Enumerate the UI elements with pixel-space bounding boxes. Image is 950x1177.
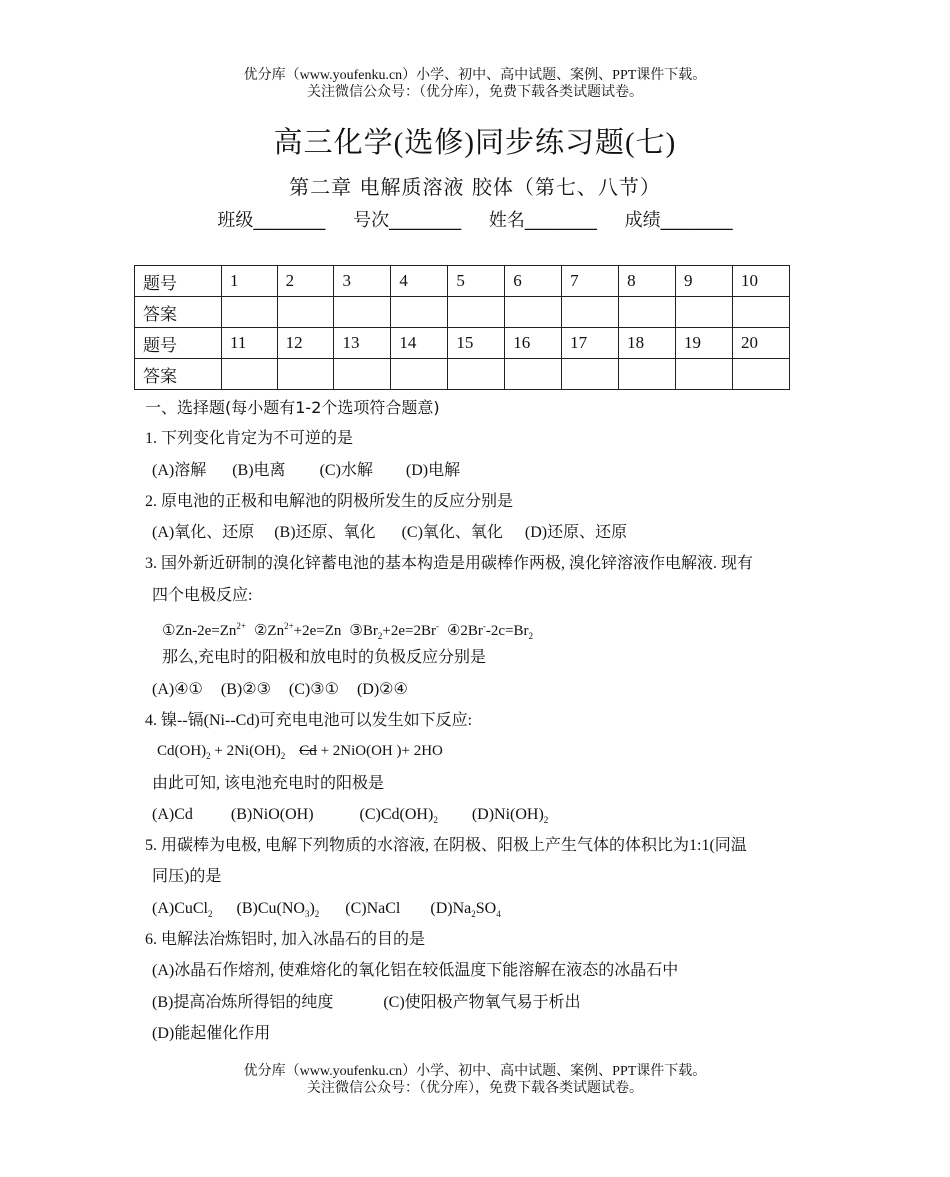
q5-option-d-sub: 2 xyxy=(471,908,476,919)
question-number: 16 xyxy=(505,328,562,359)
q1-option-a: (A)溶解 xyxy=(152,461,207,479)
q2-option-a: (A)氧化、还原 xyxy=(152,524,255,542)
q1-options xyxy=(145,455,805,486)
question-number: 7 xyxy=(562,266,619,297)
question-number: 20 xyxy=(732,328,789,359)
answer-cell[interactable] xyxy=(505,359,562,390)
question-number: 9 xyxy=(676,266,733,297)
q3-reactions xyxy=(145,611,805,642)
answer-cell[interactable] xyxy=(277,297,334,328)
page-footer xyxy=(0,1063,950,1097)
answer-cell[interactable] xyxy=(732,359,789,390)
q3-reaction-1 xyxy=(162,623,246,639)
answer-cell[interactable] xyxy=(676,297,733,328)
q2-stem: 2. 原电池的正极和电解池的阴极所发生的反应分别是 xyxy=(145,492,514,510)
answer-cell[interactable] xyxy=(562,359,619,390)
answer-cell[interactable] xyxy=(619,297,676,328)
q2-option-b: (B)还原、氧化 xyxy=(274,524,376,542)
q3-reaction-4 xyxy=(446,621,534,642)
name-field: 姓名________ xyxy=(488,210,597,231)
answer-row-1 xyxy=(135,297,790,328)
q5-stem-1: 5. 用碳棒为电极, 电解下列物质的水溶液, 在阴极、阳极上产生气体的体积比为1:1(同温 xyxy=(145,837,747,855)
question-number-row-1 xyxy=(135,266,790,297)
q5-option-a xyxy=(152,900,213,917)
q4-option-c-text: (C)Cd(OH) xyxy=(359,805,434,823)
q5-option-a-text: (A)CuCl xyxy=(152,899,208,917)
q3-r1-text: ①Zn-2e=Zn xyxy=(162,623,237,640)
question-number: 8 xyxy=(619,266,676,297)
header-line-1: 优分库（www.youfenku.cn）小学、初中、高中试题、案例、PPT课件下载。 xyxy=(243,68,707,83)
q5-option-b-text-2: ) xyxy=(309,899,315,917)
question-number: 3 xyxy=(334,266,391,297)
q5-option-d-sub-2: 4 xyxy=(496,908,501,919)
answer-cell[interactable] xyxy=(334,297,391,328)
q3-r1-charge: 2+ xyxy=(236,621,246,632)
question-number: 1 xyxy=(222,266,278,297)
q3-options xyxy=(145,674,805,705)
q4-eq-sub-2: 2 xyxy=(280,751,286,762)
q4-option-d-sub: 2 xyxy=(543,815,549,826)
answer-cell[interactable] xyxy=(391,359,448,390)
q6-stem: 6. 电解法冶炼铝时, 加入冰晶石的目的是 xyxy=(145,931,426,949)
q4-stem-2: 由此可知, 该电池充电时的阳极是 xyxy=(152,774,385,792)
q3-r3-text-2: +2e=2Br xyxy=(382,623,436,640)
page-header xyxy=(0,67,950,101)
question-body xyxy=(145,392,805,1049)
answer-cell[interactable] xyxy=(505,297,562,328)
q5-option-d xyxy=(430,900,500,917)
q3-r3-sub: 2 xyxy=(377,631,383,642)
q3-r4-charge: - xyxy=(482,621,486,632)
class-field: 班级________ xyxy=(217,210,326,231)
number-field: 号次________ xyxy=(353,210,462,231)
q3-option-d: (D)②④ xyxy=(356,680,408,698)
q1-stem: 1. 下列变化肯定为不可逆的是 xyxy=(145,430,354,448)
q3-stem-3: 那么,充电时的阳极和放电时的负极反应分别是 xyxy=(162,649,487,667)
answer-cell[interactable] xyxy=(334,359,391,390)
q5-option-b-text: (B)Cu(NO xyxy=(236,899,305,917)
q3-r2-text-2: +2e=Zn xyxy=(293,623,342,640)
q3-r2-text: ②Zn xyxy=(253,623,285,640)
q4-equation xyxy=(145,736,805,767)
answer-label: 答案 xyxy=(135,359,222,390)
q4-eq-part-3: + 2NiO(OH )+ 2HO xyxy=(316,743,443,760)
q2-option-d: (D)还原、还原 xyxy=(524,524,628,542)
answer-row-2 xyxy=(135,359,790,390)
q4-eq-sub-1: 2 xyxy=(206,751,211,762)
question-number-row-2 xyxy=(135,328,790,359)
footer-line-1: 优分库（www.youfenku.cn）小学、初中、高中试题、案例、PPT课件下载。 xyxy=(243,1064,707,1079)
footer-line-2: 关注微信公众号：（优分库），免费下载各类试题试卷。 xyxy=(307,1081,643,1096)
q4-eq-part-1: Cd(OH) xyxy=(157,743,207,760)
q3-option-c: (C)③① xyxy=(288,680,339,698)
answer-cell[interactable] xyxy=(222,359,278,390)
question-number: 19 xyxy=(676,328,733,359)
answer-cell[interactable] xyxy=(448,297,505,328)
q5-option-b-sub-2: 2 xyxy=(314,908,320,919)
q6-option-c: (C)使阳极产物氧气易于析出 xyxy=(383,993,581,1011)
q2-option-c: (C)氧化、氧化 xyxy=(401,524,503,542)
answer-cell[interactable] xyxy=(732,297,789,328)
question-number: 2 xyxy=(277,266,334,297)
q4-option-d-text: (D)Ni(OH) xyxy=(471,805,544,823)
header-line-2: 关注微信公众号：（优分库），免费下载各类试题试卷。 xyxy=(307,85,643,100)
q3-stem-2: 四个电极反应: xyxy=(152,586,253,604)
question-number: 6 xyxy=(505,266,562,297)
q5-options xyxy=(145,893,805,924)
q4-option-c xyxy=(359,805,438,826)
answer-cell[interactable] xyxy=(277,359,334,390)
question-number: 5 xyxy=(448,266,505,297)
q5-option-c: (C)NaCl xyxy=(345,899,401,917)
q4-option-c-sub: 2 xyxy=(433,815,438,826)
answer-cell[interactable] xyxy=(222,297,278,328)
q5-option-d-text-2: SO xyxy=(475,899,497,917)
page-title: 高三化学(选修)同步练习题(七) xyxy=(273,127,677,159)
q3-r4-sub: 2 xyxy=(528,631,534,642)
q5-option-a-sub: 2 xyxy=(208,908,213,919)
question-number: 12 xyxy=(277,328,334,359)
q6-options-bc xyxy=(145,987,805,1018)
question-number: 13 xyxy=(334,328,391,359)
score-field: 成绩________ xyxy=(624,210,733,231)
q4-reversible-arrow: Cd xyxy=(299,743,317,760)
q3-stem-1: 3. 国外新近研制的溴化锌蓄电池的基本构造是用碳棒作两极, 溴化锌溶液作电解液. 现有 xyxy=(145,555,754,573)
q4-options xyxy=(145,799,805,830)
question-number: 18 xyxy=(619,328,676,359)
answer-cell[interactable] xyxy=(619,359,676,390)
q4-option-a: (A)Cd xyxy=(152,805,193,823)
answer-cell[interactable] xyxy=(448,359,505,390)
q3-r3-charge: - xyxy=(435,621,439,632)
answer-cell[interactable] xyxy=(562,297,619,328)
q3-r4-text: ④2Br xyxy=(446,623,483,640)
q2-options xyxy=(145,517,805,548)
q6-option-d: (D)能起催化作用 xyxy=(152,1024,271,1042)
q1-option-d: (D)电解 xyxy=(405,461,461,479)
page-subtitle: 第二章 电解质溶液 胶体（第七、八节） xyxy=(289,175,661,199)
answer-cell[interactable] xyxy=(391,297,448,328)
question-number: 14 xyxy=(391,328,448,359)
question-number: 17 xyxy=(562,328,619,359)
q4-eq-part-2: + 2Ni(OH) xyxy=(210,743,281,760)
q5-option-b-sub: 3 xyxy=(304,908,310,919)
q3-reaction-3 xyxy=(349,621,439,642)
answer-label: 答案 xyxy=(135,297,222,328)
q4-stem: 4. 镍--镉(Ni--Cd)可充电电池可以发生如下反应: xyxy=(145,711,473,729)
q4-option-d xyxy=(471,805,549,826)
question-label: 题号 xyxy=(135,328,222,359)
question-number: 11 xyxy=(222,328,278,359)
q3-reaction-2 xyxy=(254,623,341,639)
q3-r2-charge: 2+ xyxy=(284,621,294,632)
q5-option-b xyxy=(237,900,320,917)
answer-cell[interactable] xyxy=(676,359,733,390)
question-number: 15 xyxy=(448,328,505,359)
q3-r3-text: ③Br xyxy=(349,623,378,640)
q5-stem-2: 同压)的是 xyxy=(152,868,222,886)
q6-option-a: (A)冰晶石作熔剂, 使难熔化的氧化铝在较低温度下能溶解在液态的冰晶石中 xyxy=(152,962,679,980)
q3-r4-text-2: -2c=Br xyxy=(485,623,529,640)
q3-option-a: (A)④① xyxy=(152,680,203,698)
question-number: 10 xyxy=(732,266,789,297)
question-number: 4 xyxy=(391,266,448,297)
q1-option-b: (B)电离 xyxy=(232,461,286,479)
question-label: 题号 xyxy=(135,266,222,297)
student-info xyxy=(0,206,950,232)
q1-option-c: (C)水解 xyxy=(319,461,373,479)
q5-option-d-text: (D)Na xyxy=(430,899,472,917)
q6-option-b: (B)提高冶炼所得铝的纯度 xyxy=(152,993,334,1011)
q3-option-b: (B)②③ xyxy=(220,680,271,698)
section-heading: 一、选择题(每小题有1-2个选项符合题意) xyxy=(145,398,440,417)
q4-option-b: (B)NiO(OH) xyxy=(230,805,314,823)
answer-table xyxy=(134,265,790,390)
